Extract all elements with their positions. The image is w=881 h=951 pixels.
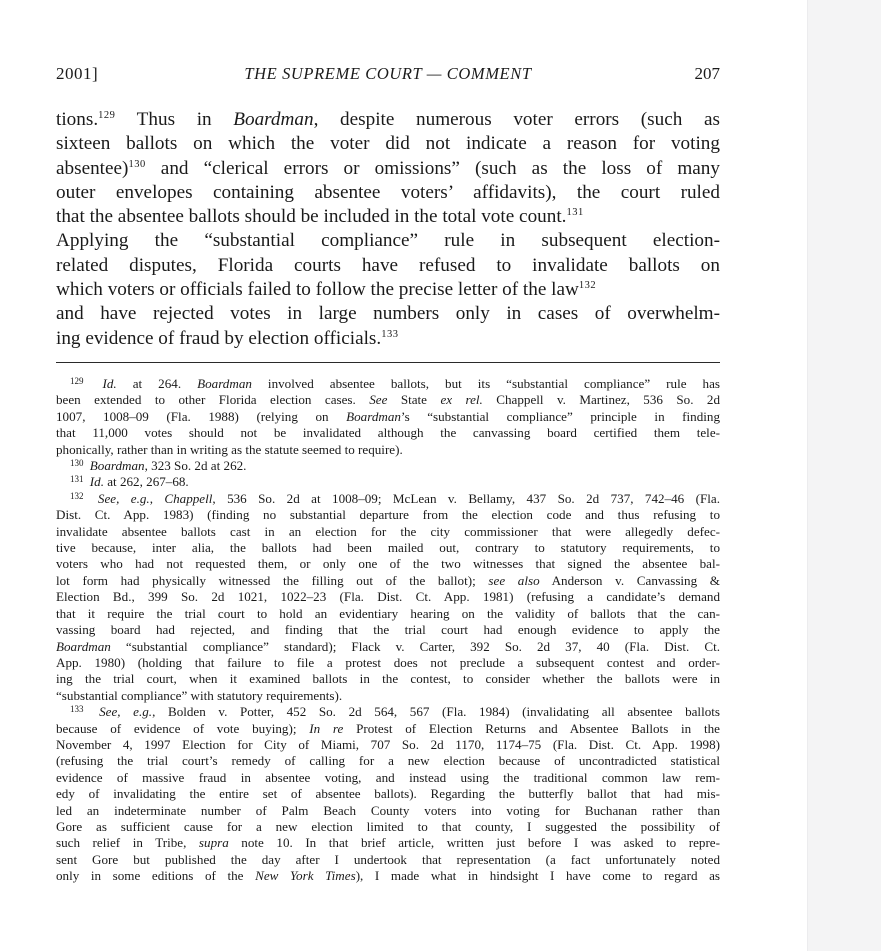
footnote-line xyxy=(56,458,720,474)
text-run: , 323 So. 2d at 262. xyxy=(144,458,247,474)
text-run: ing the trial court, when it examined ballots in the contest, to consider whether the ballots were in xyxy=(56,671,720,687)
footnote-ref: 130 xyxy=(128,158,146,170)
footnote-line xyxy=(56,540,720,556)
footnote-line xyxy=(56,786,720,802)
footnote-line xyxy=(56,655,720,671)
text-run: , Bolden v. Potter, 452 So. 2d 564, 567 (Fla. 1984) (invalidating all absentee ballots xyxy=(152,704,720,720)
text-run: tive because, inter alia, the ballots had been mailed out, contrary to statutory requirements, to xyxy=(56,540,720,556)
footnote-line xyxy=(56,852,720,868)
footnote-ref: 132 xyxy=(578,280,597,292)
body-line xyxy=(56,181,720,205)
text-run: ing evidence of fraud by election officials. xyxy=(56,327,382,349)
body-line xyxy=(56,205,720,229)
body-line xyxy=(56,302,720,326)
italic-text: see also xyxy=(488,572,540,588)
header-journal-title: THE SUPREME COURT — COMMENT xyxy=(244,64,532,83)
body-line xyxy=(56,132,720,156)
footnote-line xyxy=(56,589,720,605)
footnote-line xyxy=(56,704,720,720)
italic-text: Boardman xyxy=(346,408,401,424)
text-run: that the absentee ballots should be included in the total vote count. xyxy=(56,206,567,228)
text-run: absentee) xyxy=(56,157,129,179)
footnote-line xyxy=(56,507,720,523)
text-run: that it require the trial court to hold an evidentiary hearing on the validity of ballots that the can- xyxy=(56,605,720,621)
footnote-line xyxy=(56,491,720,507)
text-run: at 262, 267–68. xyxy=(103,474,189,490)
italic-text: See, e.g. xyxy=(97,490,150,506)
running-header xyxy=(56,64,720,88)
italic-text: Boardman xyxy=(233,109,314,130)
text-run: “substantial compliance” with statutory requirements). xyxy=(56,687,343,703)
footnote-line xyxy=(56,409,720,425)
footnote-line xyxy=(56,803,720,819)
italic-text: See, e.g. xyxy=(99,704,153,720)
text-run: vassing board had rejected, and finding that the trial court had enough evidence to apply the xyxy=(56,622,720,638)
text-run: 1007, 1008–09 (Fla. 1988) (relying on xyxy=(56,408,347,424)
text-run: Chappell v. Martinez, 536 So. 2d xyxy=(482,392,720,408)
footnote-line xyxy=(56,556,720,572)
text-run: Gore as sufficient cause for a new election limited to that county, I suggested the possibility of xyxy=(56,818,720,834)
text-run: sixteen ballots on which the voter did not indicate a reason for voting xyxy=(56,133,720,155)
footnote-line xyxy=(56,835,720,851)
footnote-line xyxy=(56,770,720,786)
text-run: at 264. xyxy=(116,376,198,391)
italic-text: Boardman xyxy=(56,638,111,654)
footnote-line xyxy=(56,425,720,441)
footnote-line xyxy=(56,474,720,490)
text-run: Thus in xyxy=(115,109,234,130)
text-run: lot form had physically witnessed the filling out of the ballot); xyxy=(56,572,489,588)
text-run: ), I made what in hindsight I have come to regard as xyxy=(355,868,721,884)
text-run: such relief in Tribe, xyxy=(56,835,199,851)
text-run: been extended to other Florida election cases. xyxy=(56,392,370,408)
text-run: ’s “substantial compliance” principle in finding xyxy=(400,408,721,424)
text-run: note 10. In that brief article, written just before I was asked to repre- xyxy=(228,835,720,851)
footnote-ref: 133 xyxy=(381,328,399,340)
footnote-line xyxy=(56,753,720,769)
footnote-line xyxy=(56,442,720,458)
footnote-number: 131 xyxy=(70,474,84,485)
footnote-line xyxy=(56,721,720,737)
text-run: sent Gore but published the day after I undertook that representation (a fact unfortunately noted xyxy=(56,851,720,867)
italic-text: Boardman xyxy=(89,458,145,474)
footnote-number: 129 xyxy=(70,376,84,386)
italic-text: Boardman xyxy=(197,376,252,391)
text-run: led an indeterminate number of Palm Beach County voters into voting for Buchanan rather than xyxy=(56,802,720,818)
text-run: November 4, 1997 Election for City of Miami, 707 So. 2d 1170, 1174–75 (Fla. Dist. Ct. App. 1998) xyxy=(56,736,720,752)
text-run: , 536 So. 2d at 1008–09; McLean v. Bellamy, 437 So. 2d 737, 742–46 (Fla. xyxy=(212,490,720,506)
text-run: State xyxy=(387,392,441,408)
footnote-line xyxy=(56,639,720,655)
italic-text: In re xyxy=(309,720,344,736)
footnote-line xyxy=(56,868,720,884)
footnote-ref: 129 xyxy=(98,110,116,121)
italic-text: New York Times xyxy=(255,868,356,884)
footnote-number: 133 xyxy=(70,704,84,715)
italic-text: Id. xyxy=(89,474,104,490)
header-page-number: 207 xyxy=(694,64,720,83)
footnote-ref: 131 xyxy=(566,207,584,219)
italic-text: See xyxy=(369,392,388,408)
italic-text: Chappell xyxy=(164,490,213,506)
text-run: which voters or officials failed to follow the precise letter of the law xyxy=(56,279,579,301)
body-line xyxy=(56,278,720,302)
text-run xyxy=(87,704,100,719)
italic-text: supra xyxy=(198,835,229,851)
text-run: and have rejected votes in large numbers only in cases of overwhelm- xyxy=(56,303,720,325)
footnote-line xyxy=(56,573,720,589)
footnote-line xyxy=(56,376,720,392)
footnote-line xyxy=(56,606,720,622)
footnote-line xyxy=(56,671,720,687)
italic-text: Id. xyxy=(102,376,117,391)
side-panel xyxy=(807,0,881,951)
text-run: edy of invalidating the entire set of absentee ballots). Regarding the butterfly ballot that had mis- xyxy=(56,786,720,802)
text-run: phonically, rather than in writing as the statute seemed to require). xyxy=(56,441,403,457)
text-run: Applying the “substantial compliance” rule in subsequent election- xyxy=(56,230,720,252)
text-run: “substantial compliance” standard); Flack v. Carter, 392 So. 2d 37, 40 (Fla. Dist. Ct. xyxy=(110,638,720,654)
text-run: , xyxy=(149,490,165,506)
text-run xyxy=(87,491,98,506)
footnotes-block xyxy=(56,376,720,885)
footnote-line xyxy=(56,392,720,408)
footnote-line xyxy=(56,737,720,753)
text-run: that 11,000 votes should not be invalidated although the canvassing board certified them tele- xyxy=(56,425,720,441)
text-run: outer envelopes containing absentee voters’ affidavits), the court ruled xyxy=(56,181,720,203)
text-run: tions. xyxy=(56,109,99,130)
footnote-line xyxy=(56,688,720,704)
text-run: Election Bd., 399 So. 2d 1021, 1022–23 (Fla. Dist. Ct. App. 1981) (refusing a candidate’s demand xyxy=(56,589,720,605)
text-run: voters who had not requested them, or only one of the two witnesses that signed the absentee bal- xyxy=(56,556,720,572)
body-line xyxy=(56,108,720,132)
body-line xyxy=(56,254,720,278)
text-run: App. 1980) (holding that failure to file a protest does not preclude a subsequent contest and order- xyxy=(56,654,720,670)
text-run: Anderson v. Canvassing & xyxy=(539,572,720,588)
body-line xyxy=(56,157,720,181)
text-run: evidence of massive fraud in absentee voting, and instead using the traditional common law rem- xyxy=(56,769,720,785)
footnote-line xyxy=(56,819,720,835)
footnote-number: 130 xyxy=(70,458,84,469)
footnote-line xyxy=(56,622,720,638)
text-run: only in some editions of the xyxy=(56,868,256,884)
footnote-divider xyxy=(56,362,720,363)
text-run: Protest of Election Returns and Absentee Ballots in the xyxy=(343,720,720,736)
text-run: and “clerical errors or omissions” (such as the loss of many xyxy=(145,157,720,179)
text-run: (refusing the trial court’s remedy of calling for a new election because of uncontradicted statistical xyxy=(56,753,720,769)
footnote-line xyxy=(56,524,720,540)
text-run: related disputes, Florida courts have refused to invalidate ballots on xyxy=(56,254,720,276)
footnote-number: 132 xyxy=(70,490,84,501)
text-run: , despite numerous voter errors (such as xyxy=(313,109,720,130)
text-run: because of evidence of vote buying); xyxy=(56,720,310,736)
text-run: Dist. Ct. App. 1983) (finding no substantial departure from the election code and thus refusing to xyxy=(56,507,720,523)
text-run xyxy=(87,376,103,391)
text-run: invalidate absentee ballots cast in an election for the city commissioner that were allegedly defec- xyxy=(56,523,720,539)
body-line xyxy=(56,327,720,351)
text-run: involved absentee ballots, but its “substantial compliance” rule has xyxy=(251,376,720,391)
body-line xyxy=(56,229,720,253)
italic-text: ex rel. xyxy=(440,392,483,408)
header-year: 2001] xyxy=(56,64,99,83)
body-paragraph xyxy=(56,108,720,351)
